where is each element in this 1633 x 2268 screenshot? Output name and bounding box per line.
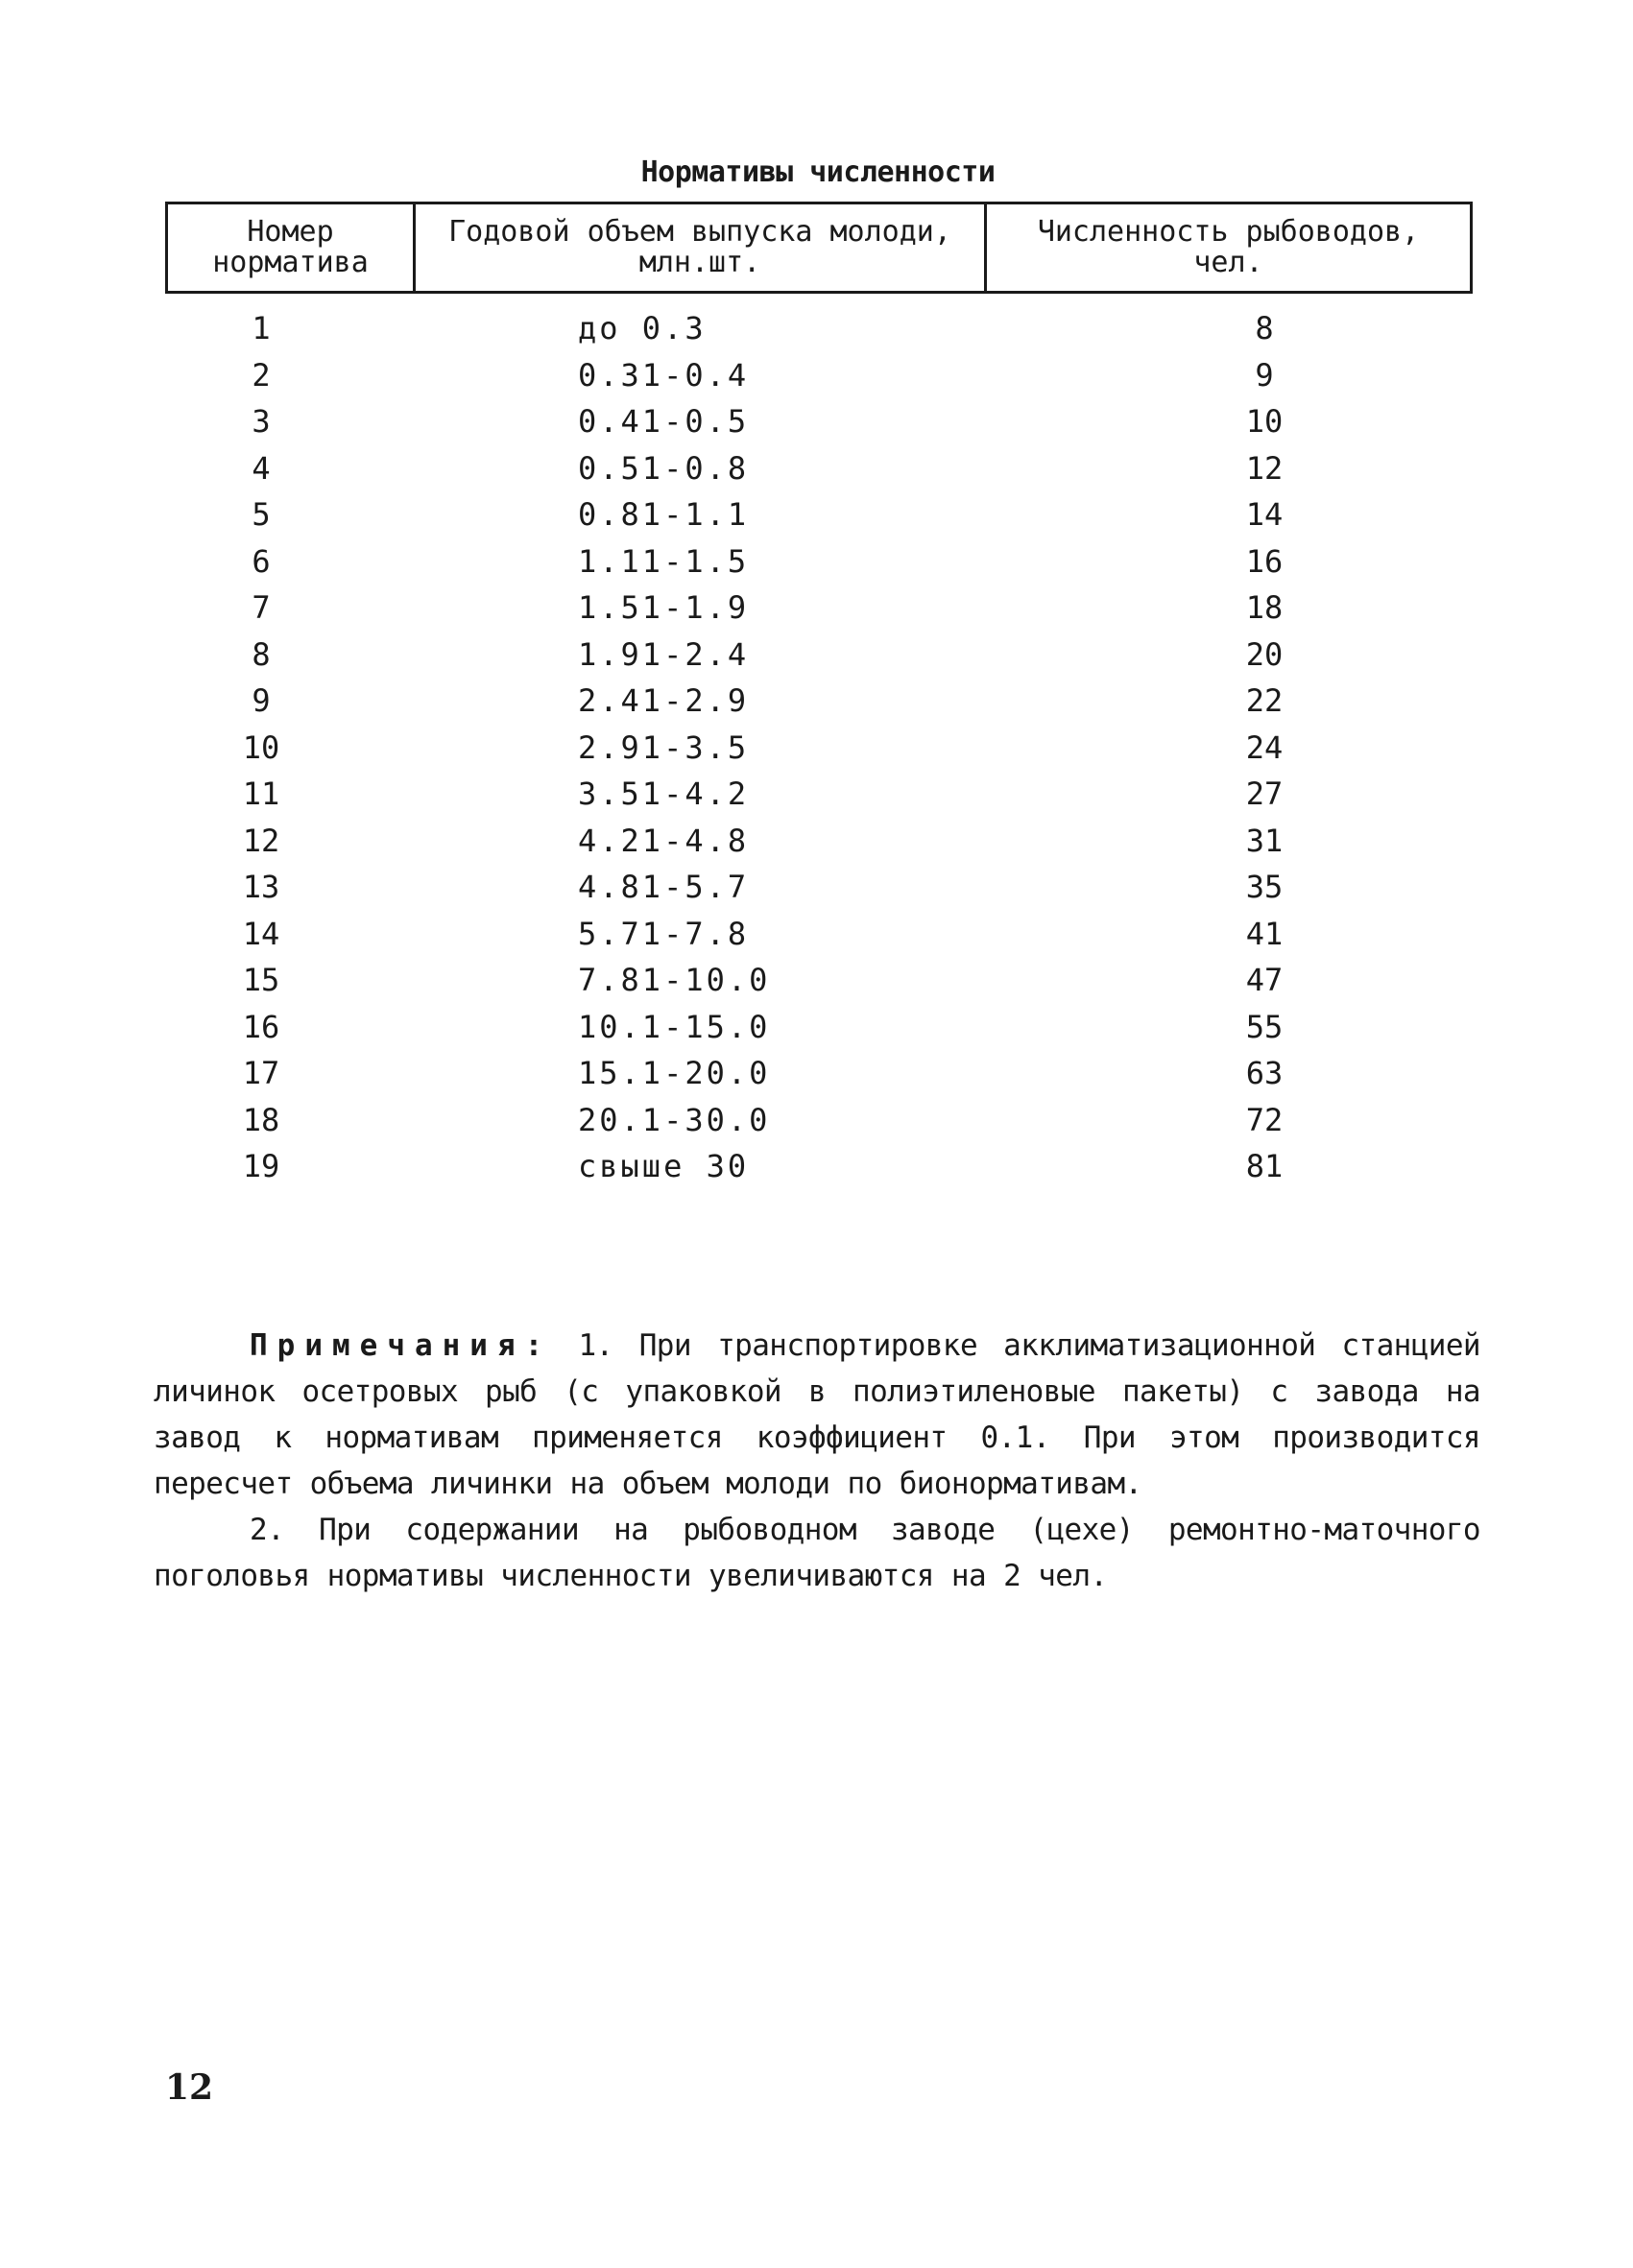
- row-volume: 0.41-0.5: [578, 403, 750, 440]
- table-body: [165, 305, 1473, 1190]
- table-row: [165, 678, 1473, 725]
- table-row: [165, 771, 1473, 818]
- table-row: [165, 957, 1473, 1004]
- row-volume: 4.81-5.7: [578, 869, 750, 905]
- notes-section: [154, 1323, 1480, 1599]
- row-number: 9: [252, 682, 271, 719]
- table-row: [165, 305, 1473, 352]
- row-volume: 2.41-2.9: [578, 682, 750, 719]
- row-staff: 10: [1245, 403, 1284, 440]
- header-line: млн.шт.: [638, 246, 761, 279]
- row-number: 8: [252, 635, 271, 673]
- table-row: [165, 585, 1473, 632]
- row-number: 10: [242, 728, 280, 766]
- row-volume: до 0.3: [578, 310, 707, 346]
- row-staff: 14: [1245, 496, 1284, 533]
- table-row: [165, 1004, 1473, 1051]
- note-1-text: 1. При транспортировке акклиматизационной станцией личинок осетровых рыб (с упаковкой в полиэтиленовые пакеты) с завода на завод к нормативам применяется коэффициент 0.1. При этом производится пересчет объема личинки на объем молоди по бионормативам.: [154, 1328, 1480, 1501]
- table-row: [165, 1097, 1473, 1144]
- table-row: [165, 1050, 1473, 1097]
- header-line: норматива: [212, 246, 369, 279]
- row-staff: 16: [1245, 542, 1284, 580]
- row-volume: 0.81-1.1: [578, 496, 750, 533]
- page-number: 12: [165, 2067, 214, 2108]
- note-1: [154, 1323, 1480, 1507]
- row-staff: 72: [1245, 1101, 1284, 1138]
- row-volume: 4.21-4.8: [578, 822, 750, 859]
- table-row: [165, 445, 1473, 492]
- row-volume: 0.31-0.4: [578, 356, 750, 394]
- row-volume: 5.71-7.8: [578, 915, 750, 952]
- table-row: [165, 538, 1473, 585]
- row-number: 2: [252, 356, 271, 394]
- table-row: [165, 632, 1473, 679]
- row-number: 19: [242, 1148, 280, 1184]
- row-staff: 8: [1255, 310, 1274, 346]
- row-staff: 47: [1245, 962, 1284, 998]
- row-number: 6: [252, 542, 271, 580]
- table-row: [165, 491, 1473, 538]
- row-volume: 1.11-1.5: [578, 542, 750, 580]
- row-number: 11: [242, 776, 280, 812]
- row-number: 17: [242, 1055, 280, 1091]
- row-number: 4: [252, 449, 271, 487]
- row-volume: 7.81-10.0: [578, 962, 771, 998]
- row-staff: 35: [1245, 869, 1284, 905]
- row-volume: 20.1-30.0: [578, 1101, 771, 1138]
- header-line: Численность рыбоводов,: [1037, 215, 1420, 249]
- row-number: 7: [252, 589, 271, 626]
- table-title: Нормативы численности: [640, 155, 996, 189]
- header-line: чел.: [1193, 246, 1263, 279]
- notes-label: Примечания:: [250, 1328, 553, 1363]
- row-number: 15: [242, 962, 280, 998]
- row-number: 5: [252, 496, 271, 533]
- header-cell-number: [168, 204, 413, 291]
- row-volume: 15.1-20.0: [578, 1055, 771, 1091]
- header-line: Номер: [247, 215, 334, 249]
- row-volume: 3.51-4.2: [578, 776, 750, 812]
- header-cell-volume: [413, 204, 984, 291]
- table-row: [165, 911, 1473, 958]
- header-cell-staff: [984, 204, 1470, 291]
- row-volume: 0.51-0.8: [578, 449, 750, 487]
- row-number: 3: [252, 403, 271, 440]
- row-number: 1: [252, 310, 271, 346]
- row-staff: 22: [1245, 682, 1284, 719]
- row-volume: 10.1-15.0: [578, 1008, 771, 1045]
- row-staff: 20: [1245, 635, 1284, 673]
- row-number: 14: [242, 915, 280, 952]
- note-2: 2. При содержании на рыбоводном заводе (цехе) ремонтно-маточного поголовья нормативы численности увеличиваются на 2 чел.: [154, 1513, 1480, 1593]
- row-number: 12: [242, 822, 280, 859]
- row-number: 18: [242, 1101, 280, 1138]
- row-staff: 55: [1245, 1008, 1284, 1045]
- row-number: 13: [242, 869, 280, 905]
- row-staff: 18: [1245, 589, 1284, 626]
- row-volume: 2.91-3.5: [578, 728, 750, 766]
- table-row: [165, 818, 1473, 865]
- row-staff: 24: [1245, 728, 1284, 766]
- row-staff: 9: [1255, 356, 1274, 394]
- table-row: [165, 398, 1473, 445]
- row-staff: 63: [1245, 1055, 1284, 1091]
- table-row: [165, 1143, 1473, 1190]
- row-staff: 41: [1245, 915, 1284, 952]
- row-staff: 31: [1245, 822, 1284, 859]
- table-row: [165, 864, 1473, 911]
- table-header: [165, 202, 1473, 294]
- header-line: Годовой объем выпуска молоди,: [448, 215, 951, 249]
- row-number: 16: [242, 1008, 280, 1045]
- row-staff: 27: [1245, 776, 1284, 812]
- row-volume: 1.91-2.4: [578, 635, 750, 673]
- row-volume: 1.51-1.9: [578, 589, 750, 626]
- table-row: [165, 725, 1473, 772]
- row-volume: свыше 30: [578, 1148, 750, 1184]
- table-row: [165, 352, 1473, 399]
- row-staff: 12: [1245, 449, 1284, 487]
- row-staff: 81: [1245, 1148, 1284, 1184]
